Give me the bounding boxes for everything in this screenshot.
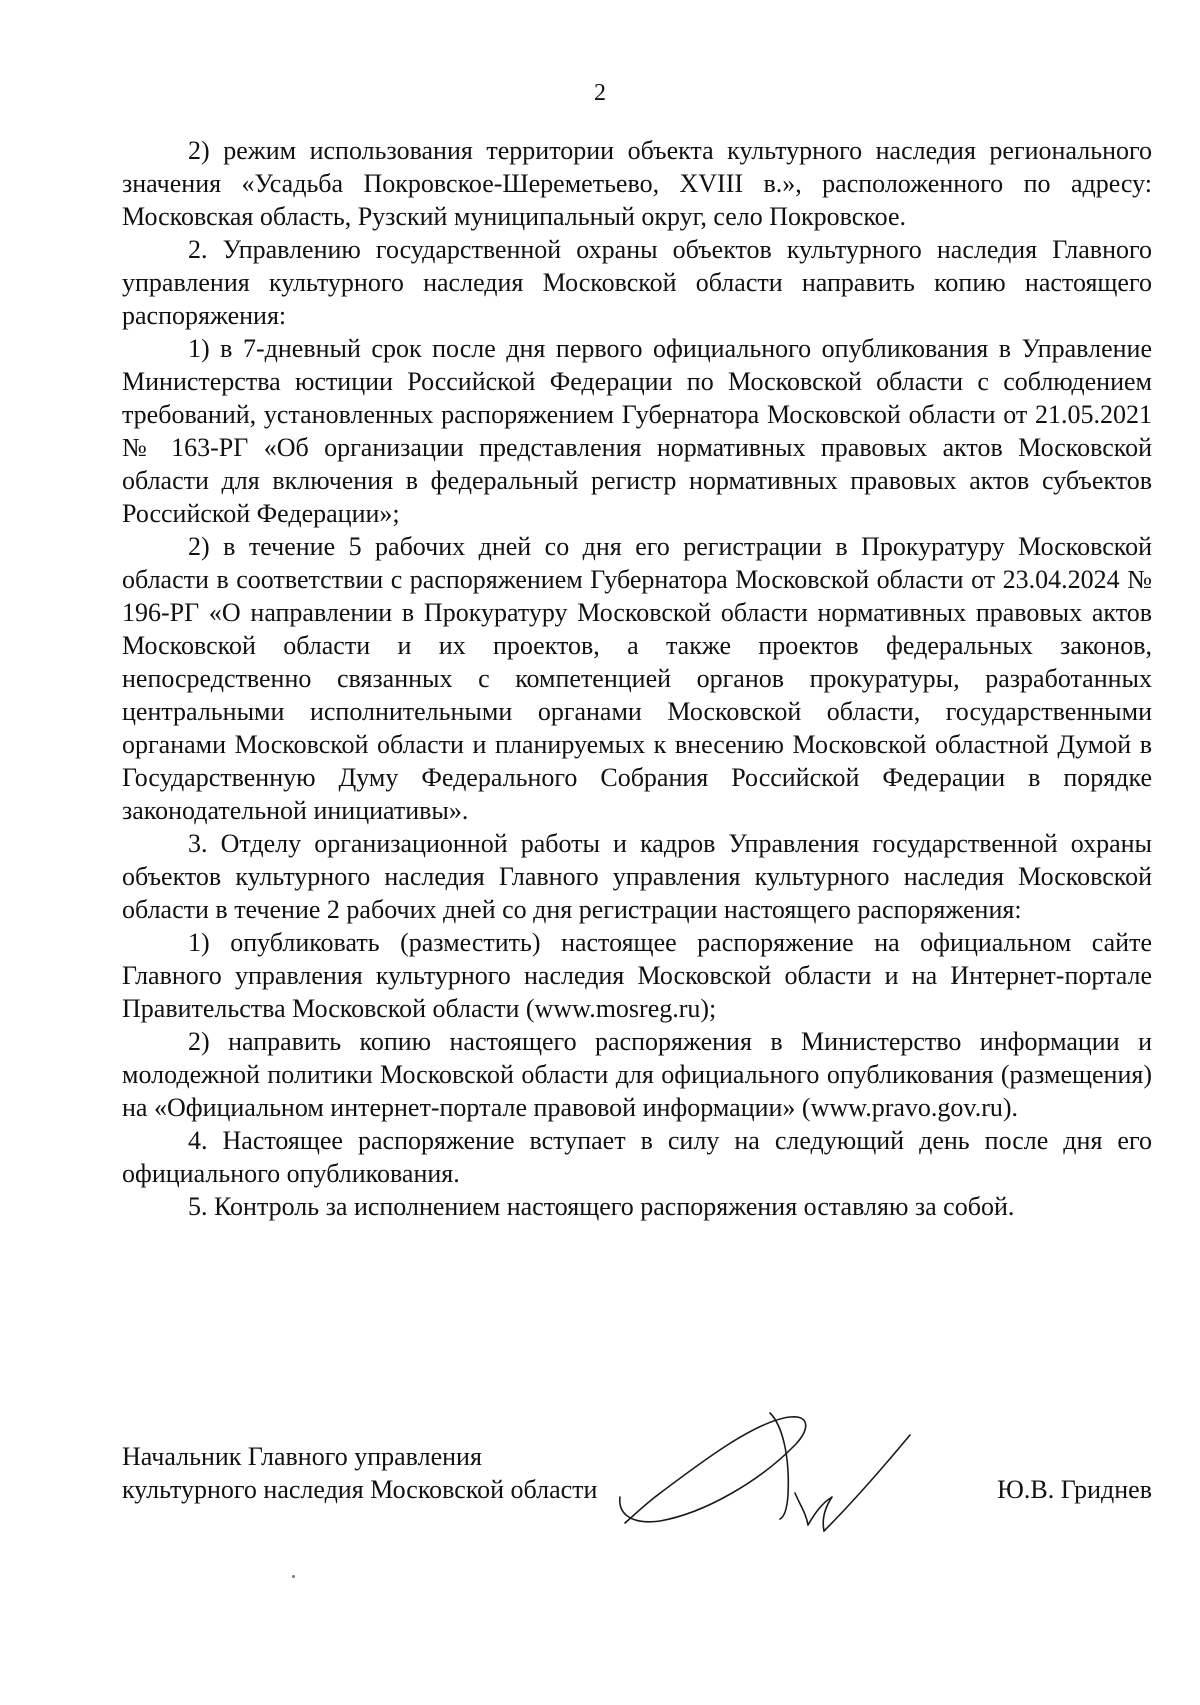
signatory-name: Ю.В. Гриднев <box>997 1475 1152 1504</box>
signatory-position <box>122 1440 682 1506</box>
paragraph-section-5: 5. Контроль за исполнением настоящего распоряжения оставляю за собой. <box>188 1192 1015 1221</box>
page-number: 2 <box>594 80 606 106</box>
paragraph-item-2-regime: 2) режим использования территории объекта культурного наследия регионального значения «Усадьба Покровское-Шереметьево, XVIII в.», расположенного по адресу: Московская область, Рузский муниципальный округ, село Покровское. <box>122 136 1152 231</box>
paragraph-section-4: 4. Настоящее распоряжение вступает в силу на следующий день после дня его официального опубликования. <box>122 1126 1152 1188</box>
paragraph-section-2: 2. Управлению государственной охраны объектов культурного наследия Главного управления культурного наследия Московской области направить копию настоящего распоряжения: <box>122 235 1152 330</box>
paragraph-section-3-item-1: 1) опубликовать (разместить) настоящее распоряжение на официальном сайте Главного управления культурного наследия Московской области и на Интернет-портале Правительства Московской области (www.mosreg.ru); <box>122 928 1152 1023</box>
paragraph-section-2-item-2: 2) в течение 5 рабочих дней со дня его регистрации в Прокуратуру Московской области в соответствии с распоряжением Губернатора Московской области от 23.04.2024 № 196-РГ «О направлении в Прокуратуру Московской области нормативных правовых актов Московской области и их проектов, а также проектов федеральных законов, непосредственно связанных с компетенцией органов прокуратуры, разработанных центральными исполнительными органами Московской области, государственными органами Московской области и планируемых к внесению Московской областной Думой в Государственную Думу Федерального Собрания Российской Федерации в порядке законодательной инициативы». <box>122 532 1152 825</box>
signature-block <box>122 1440 1152 1560</box>
paragraph-section-3-item-2: 2) направить копию настоящего распоряжения в Министерство информации и молодежной политики Московской области для официального опубликования (размещения) на «Официальном интернет-портале правовой информации» (www.pravo.gov.ru). <box>122 1027 1152 1122</box>
signatory-position-line-1: Начальник Главного управления <box>122 1442 482 1471</box>
paragraph-section-3: 3. Отделу организационной работы и кадров Управления государственной охраны объектов культурного наследия Главного управления культурного наследия Московской области в течение 2 рабочих дней со дня регистрации настоящего распоряжения: <box>122 829 1152 924</box>
scan-speck <box>292 1575 295 1578</box>
paragraph-section-2-item-1: 1) в 7-дневный срок после дня первого официального опубликования в Управление Министерства юстиции Российской Федерации по Московской области с соблюдением требований, установленных распоряжением Губернатора Московской области от 21.05.2021 № 163-РГ «Об организации представления нормативных правовых актов Московской области для включения в федеральный регистр нормативных правовых актов субъектов Российской Федерации»; <box>122 334 1152 528</box>
signatory-position-line-2: культурного наследия Московской области <box>122 1475 598 1504</box>
document-body <box>122 134 1152 1223</box>
